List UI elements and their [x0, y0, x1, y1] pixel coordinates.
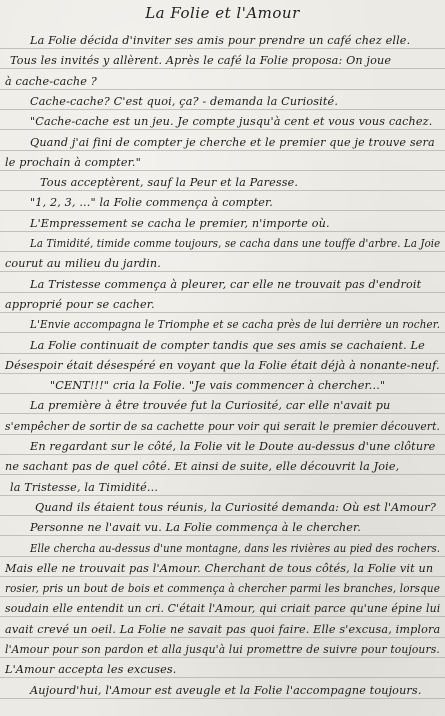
text-line: l'Amour pour son pardon et alla jusqu'à lui promettre de suivre pour toujours.: [5, 643, 440, 656]
ruled-line: [0, 190, 445, 191]
ruled-line: [0, 332, 445, 333]
text-line: Mais elle ne trouvait pas l'Amour. Cherchant de tous côtés, la Folie vit un: [5, 561, 434, 575]
ruled-line: [0, 48, 445, 49]
ruled-line: [0, 150, 445, 151]
text-line: Personne ne l'avait vu. La Folie commença à le chercher.: [30, 521, 362, 535]
text-line: La Tristesse commença à pleurer, car elle ne trouvait pas d'endroit: [30, 277, 422, 291]
ruled-line: [0, 698, 445, 699]
text-line: Tous acceptèrent, sauf la Peur et la Paresse.: [40, 176, 299, 190]
ruled-line: [0, 434, 445, 435]
ruled-line: [0, 129, 445, 130]
text-line: La Folie décida d'inviter ses amis pour prendre un café chez elle.: [30, 34, 411, 47]
ruled-line: [0, 353, 445, 354]
text-line: En regardant sur le côté, la Folie vit le Doute au-dessus d'une clôture: [30, 440, 436, 453]
text-line: Elle chercha au-dessus d'une montagne, dans les rivières au pied des rochers.: [30, 541, 441, 555]
ruled-line: [0, 495, 445, 496]
ruled-line: [0, 68, 445, 69]
ruled-line: [0, 556, 445, 557]
ruled-line: [0, 576, 445, 577]
ruled-line: [0, 170, 445, 171]
text-line: la Tristesse, la Timidité...: [10, 480, 159, 494]
ruled-line: [0, 637, 445, 638]
text-line: L'Amour accepta les excuses.: [5, 663, 177, 677]
ruled-line: [0, 657, 445, 658]
ruled-line: [0, 596, 445, 597]
text-line: "1, 2, 3, ..." la Folie commença à compter.: [30, 196, 274, 210]
ruled-line: [0, 393, 445, 394]
ruled-line: [0, 535, 445, 536]
ruled-line: [0, 373, 445, 374]
text-line: le prochain à compter.": [5, 155, 141, 169]
ruled-line: [0, 251, 445, 252]
text-line: La première à être trouvée fut la Curiosité, car elle n'avait pu: [30, 399, 391, 413]
ruled-line: [0, 515, 445, 516]
text-line: Cache-cache? C'est quoi, ça? - demanda la Curiosité.: [30, 94, 339, 108]
ruled-line: [0, 109, 445, 110]
ruled-line: [0, 454, 445, 455]
text-line: soudain elle entendit un cri. C'était l'Amour, qui criait parce qu'une épine lui: [5, 602, 441, 616]
text-line: rosier, pris un bout de bois et commença à chercher parmi les branches, lorsque: [5, 582, 440, 596]
text-line: Quand ils étaient tous réunis, la Curiosité demanda: Où est l'Amour?: [35, 500, 437, 514]
ruled-line: [0, 312, 445, 313]
text-line: ne sachant pas de quel côté. Et ainsi de suite, elle découvrit la Joie,: [5, 460, 400, 474]
text-line: Tous les invités y allèrent. Après le café la Folie proposa: On joue: [10, 54, 392, 68]
ruled-line: [0, 292, 445, 293]
ruled-line: [0, 89, 445, 90]
ruled-line: [0, 413, 445, 414]
text-line: La Timidité, timide comme toujours, se cacha dans une touffe d'arbre. La Joie: [30, 237, 441, 250]
text-line: Aujourd'hui, l'Amour est aveugle et la Folie l'accompagne toujours.: [30, 683, 422, 697]
ruled-line: [0, 231, 445, 232]
ruled-line: [0, 677, 445, 678]
text-line: L'Empressement se cacha le premier, n'importe où.: [30, 216, 330, 230]
ruled-line: [0, 271, 445, 272]
text-line: "CENT!!!" cria la Folie. "Je vais commencer à chercher...": [50, 379, 386, 393]
text-line: approprié pour se cacher.: [5, 297, 155, 311]
text-line: L'Envie accompagna le Triomphe et se cacha près de lui derrière un rocher.: [30, 318, 441, 332]
text-line: La Folie continuait de compter tandis que ses amis se cachaient. Le: [30, 338, 425, 352]
text-line: Quand j'ai fini de compter je cherche et le premier que je trouve sera: [30, 135, 435, 149]
text-line: s'empêcher de sortir de sa cachette pour voir qui serait le premier découvert.: [5, 419, 441, 433]
text-line: courut au milieu du jardin.: [5, 257, 161, 271]
text-line: avait crevé un oeil. La Folie ne savait pas quoi faire. Elle s'excusa, implora: [5, 622, 441, 636]
ruled-line: [0, 210, 445, 211]
text-line: à cache-cache ?: [5, 74, 97, 88]
ruled-line: [0, 616, 445, 617]
ruled-line: [0, 474, 445, 475]
page-title: La Folie et l'Amour: [145, 4, 300, 22]
text-line: "Cache-cache est un jeu. Je compte jusqu'à cent et vous vous cachez.: [30, 115, 433, 129]
text-line: Désespoir était désespéré en voyant que la Folie était déjà à nonante-neuf.: [5, 358, 440, 372]
